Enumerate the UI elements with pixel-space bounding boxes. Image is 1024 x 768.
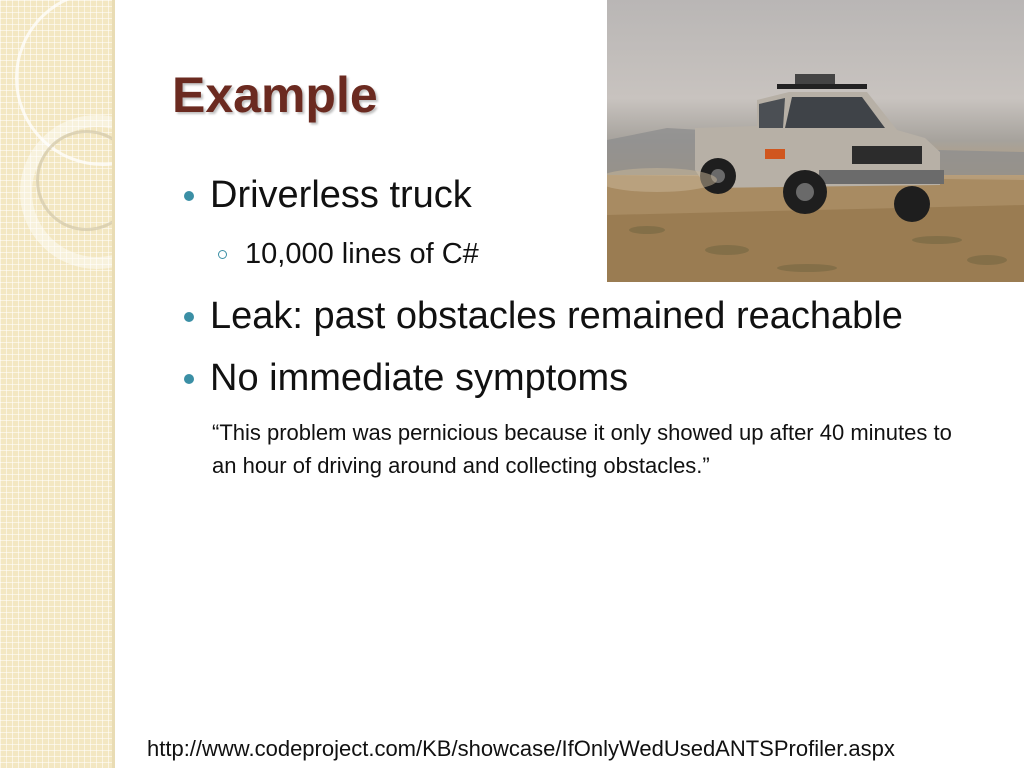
bullet-item [180,357,628,400]
bullet-item [180,295,903,338]
bullet-dot-icon [184,312,194,322]
truck-photo-illustration [607,0,1024,282]
decorative-side-strip [0,0,112,768]
bullet-text: Driverless truck [210,174,472,216]
bullet-dot-icon [184,191,194,201]
quote-text: “This problem was pernicious because it only showed up after 40 minutes to an hour of driving around and collecting obstacles.” [212,420,952,478]
bullet-text: Leak: past obstacles remained reachable [210,295,903,337]
truck-photo [607,0,1024,282]
sub-bullet-text: 10,000 lines of C# [245,238,479,270]
bullet-dot-icon [184,374,194,384]
sub-bullet-ring-icon [218,250,227,259]
sub-bullet-item [218,238,479,271]
side-strip-edge [112,0,115,768]
bullet-text: No immediate symptoms [210,357,629,399]
slide-title: Example [172,67,378,123]
bullet-item [180,174,472,217]
source-url-link[interactable]: http://www.codeproject.com/KB/showcase/IfOnlyWedUsedANTSProfiler.aspx [147,736,895,761]
